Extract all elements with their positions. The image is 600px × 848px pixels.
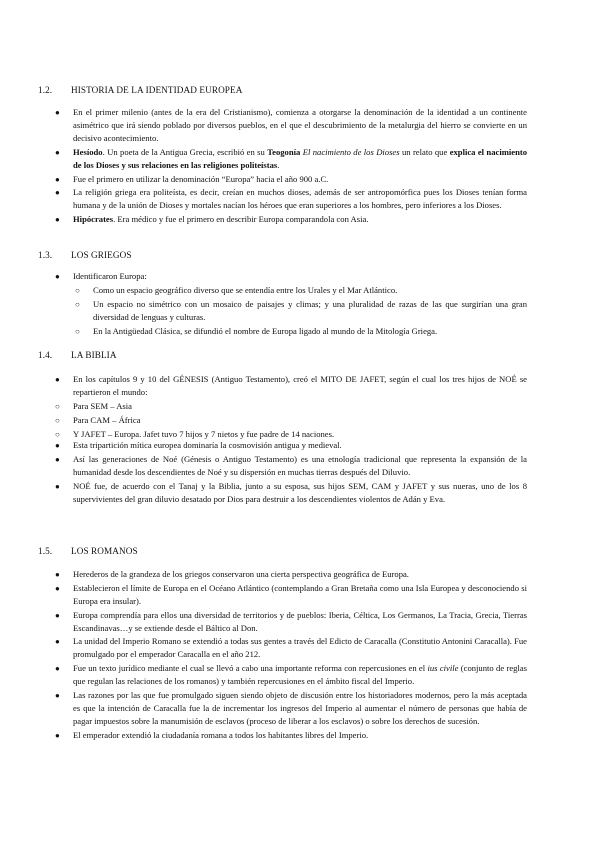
section-number: 1.4. [38, 350, 53, 360]
list-item: ● En los capítulos 9 y 10 del GÉNESIS (Antiguo Testamento), creó el MITO DE JAFET, según el cual los tres hijos de NOÉ se repartieron el mundo: [55, 374, 527, 397]
section-1-2-list [55, 106, 527, 227]
bullet-icon: ● [55, 441, 60, 450]
list-item: ● Identificaron Europa: [55, 271, 147, 281]
section-heading-1-5 [38, 546, 138, 556]
section-1-3-sublist [73, 284, 527, 338]
section-title: LOS GRIEGOS [71, 250, 132, 260]
bullet-icon: ● [55, 454, 60, 464]
bullet-icon: ● [55, 610, 60, 620]
section-title: LA BIBLIA [71, 350, 117, 360]
hollow-bullet-icon: ○ [55, 402, 60, 411]
list-item: ● Esta tripartición mítica europea dominaría la cosmovisión antigua y medieval. [55, 440, 342, 450]
section-number: 1.2. [38, 85, 53, 95]
list-item: ● Hipócrates. Era médico y fue el primero en describir Europa comparandola con Asia. [55, 214, 369, 225]
bullet-icon: ● [55, 108, 60, 117]
section-number: 1.3. [38, 250, 53, 260]
list-item: ● La unidad del Imperio Romano se extendió a todas sus gentes a través del Edicto de Caracalla (Constitutio Antonini Caracalla). Fue promulgado por el emperador Caracalla en el año 212. [55, 636, 527, 660]
sub-list-item: ○ Y JAFET – Europa. Jafet tuvo 7 hijos y 7 nietos y fue padre de 14 naciones. [55, 428, 335, 439]
section-heading-1-2 [38, 85, 242, 95]
section-title: LOS ROMANOS [71, 546, 138, 556]
hollow-bullet-icon: ○ [55, 415, 60, 425]
list-item: ● Así las generaciones de Noé (Génesis o Antiguo Testamento) es una etnología tradicional que representa la expansión de la humanidad desde los descendientes de Noé y su dispersión en muchas tierras después del Diluvio. [55, 453, 527, 477]
hollow-bullet-icon: ○ [55, 429, 60, 439]
section-1-4-sublist [55, 400, 527, 441]
list-item: ● Hesíodo. Un poeta de la Antigua Grecia, escribió en su Teogonía El nacimiento de los Dioses un relato que explica el nacimiento de los Dioses y sus relaciones en las religiones politeístas. [55, 146, 528, 170]
section-1-3-list [55, 270, 527, 284]
section-number: 1.5. [38, 546, 53, 556]
bullet-icon: ● [55, 147, 60, 157]
bullet-icon: ● [55, 481, 60, 491]
sub-list-item: ○ Un espacio no simétrico con un mosaico de paisajes y climas; y una pluralidad de razas de las que surgirían una gran diversidad de lenguas y culturas. [75, 298, 527, 322]
sub-list-item: ○ En la Antigüedad Clásica, se difundió el nombre de Europa ligado al mundo de la Mitología Griega. [75, 325, 438, 336]
list-item: ● Las razones por las que fue promulgado siguen siendo objeto de discusión entre los historiadores modernos, pero la más aceptada es que la intención de Caracalla fue la de incrementar los ingresos del Imperio al aumentar el número de personas que había de pagar impuestos sobre la manumisión de esclavos (proceso de liberar a los esclavos) o sobre los derechos de sucesión. [55, 689, 527, 726]
section-1-4-list [55, 373, 527, 400]
bullet-icon: ● [55, 375, 60, 384]
section-heading-1-4 [38, 350, 117, 360]
section-heading-1-3 [38, 250, 132, 260]
list-item: ● Fue el primero en utilizar la denominación “Europa” hacia el año 900 a.C. [55, 173, 329, 184]
list-item: ● Establecieron el límite de Europa en el Océano Atlántico (contemplando a Gran Bretaña como una Isla Europea y desconociendo si Europa era insular). [55, 582, 527, 606]
hollow-bullet-icon: ○ [75, 326, 80, 336]
bullet-icon: ● [55, 690, 60, 700]
list-item: ● En el primer milenio (antes de la era del Cristianismo), comienza a otorgarse la denominación de la identidad a un continente asimétrico que irá siendo poblado por diversos pueblos, en el que el descubrimiento de la metalurgia del hierro se convierte en un decisivo acontecimiento. [55, 107, 527, 143]
sub-list-item: ○ Como un espacio geográfico diverso que se entendía entre los Urales y el Mar Atlántico. [75, 285, 398, 295]
bullet-icon: ● [55, 664, 60, 674]
bullet-icon: ● [55, 215, 60, 225]
section-1-5-list [55, 568, 527, 743]
list-item: ● NOÉ fue, de acuerdo con el Tanaj y la Biblia, junto a su esposa, sus hijos SEM, CAM y JAFET y sus nueras, uno de los 8 supervivientes del gran diluvio desatado por Dios para destruir a los descendientes violentos de Adán y Eva. [55, 480, 527, 504]
list-item: ● Herederos de la grandeza de los griegos conservaron una cierta perspectiva geográfica de Europa. [55, 569, 409, 579]
list-item: ● Europa comprendía para ellos una diversidad de territorios y de pueblos: Iberia, Céltica, Los Germanos, La Tracia, Grecia, Tierras Escandinavas…y se extiende desde el Báltico al Don. [55, 609, 527, 633]
bullet-icon: ● [55, 583, 60, 593]
bullet-icon: ● [55, 730, 60, 740]
section-1-4-list-2 [55, 439, 527, 506]
hollow-bullet-icon: ○ [75, 286, 80, 295]
section-title: HISTORIA DE LA IDENTIDAD EUROPEA [71, 85, 243, 95]
bullet-icon: ● [55, 570, 60, 579]
list-item: ● La religión griega era politeísta, es decir, creían en muchos dioses, además de ser antropomórfica pues los Dioses tenían forma humana y de la unión de Dioses y mortales nacían los héroes que eran superiores a los hombres, pero inferiores a los Dioses. [55, 187, 527, 211]
sub-list-item: ○ Para CAM – África [55, 414, 141, 425]
bullet-icon: ● [55, 174, 60, 184]
sub-list-item: ○ Para SEM – Asia [55, 401, 132, 411]
bullet-icon: ● [55, 272, 60, 281]
hollow-bullet-icon: ○ [75, 299, 80, 309]
list-item: ● El emperador extendió la ciudadanía romana a todos los habitantes libres del Imperio. [55, 729, 369, 740]
bullet-icon: ● [55, 637, 60, 647]
bullet-icon: ● [55, 188, 60, 198]
list-item: ● Fue un texto jurídico mediante el cual se llevó a cabo una importante reforma con repercusiones en el ius civile (conjunto de reglas que regulan las relaciones de los romanos) y también repercusiones en el ámbito fiscal del Imperio. [55, 663, 527, 687]
